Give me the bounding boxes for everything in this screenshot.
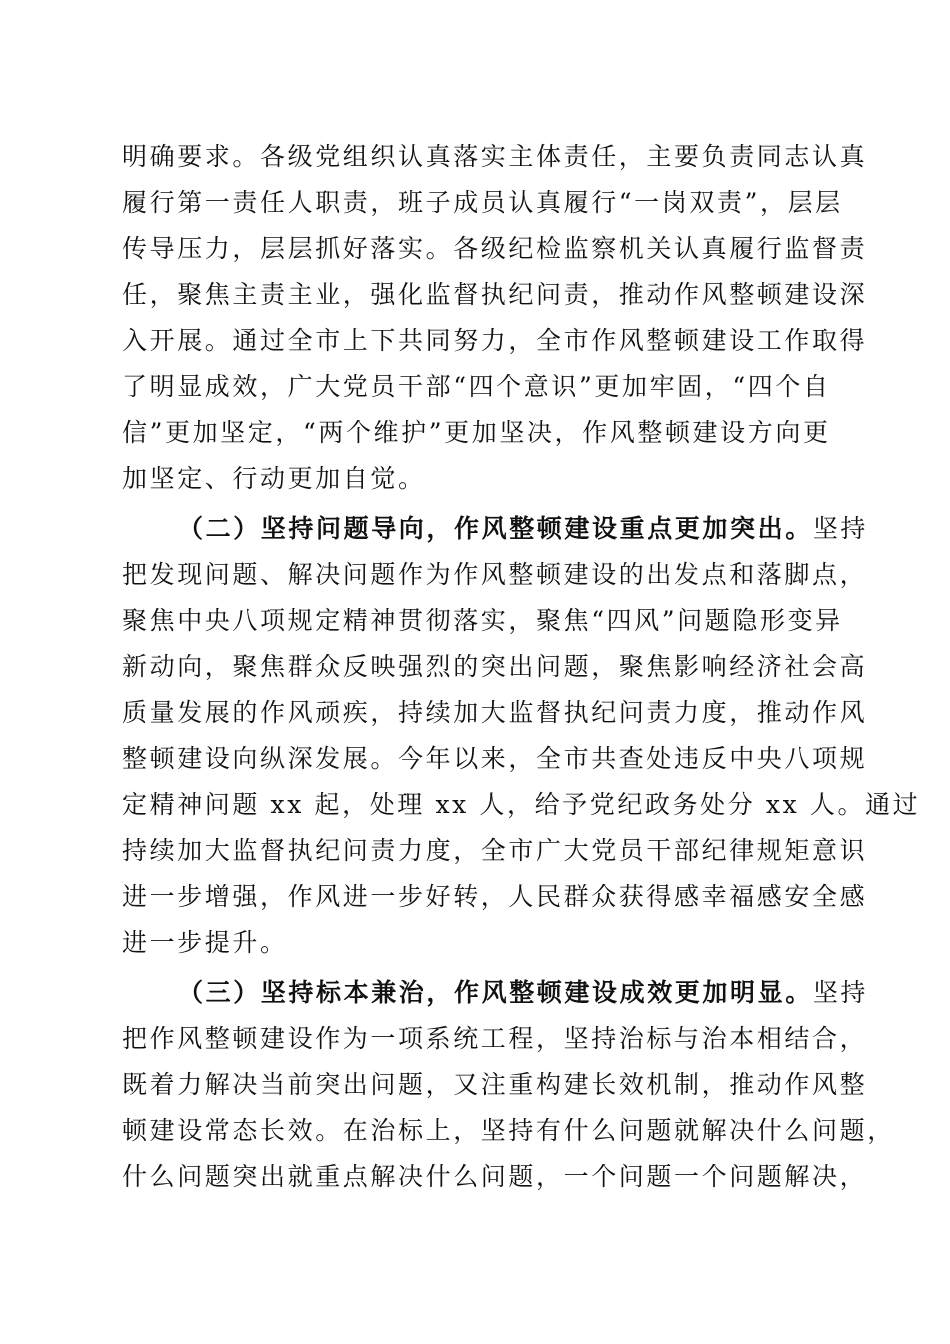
paragraph-line: 新动向，聚焦群众反映强烈的突出问题，聚焦影响经济社会高 — [122, 652, 868, 681]
paragraph-line: 任，聚焦主责主业，强化监督执纪问责，推动作风整顿建设深 — [122, 280, 868, 309]
paragraph-line: 把发现问题、解决问题作为作风整顿建设的出发点和落脚点， — [122, 560, 868, 589]
section-heading: （三）坚持标本兼治，作风整顿建设成效更加明显。 — [178, 978, 813, 1007]
paragraph-line: 传导压力，层层抓好落实。各级纪检监察机关认真履行监督责 — [122, 234, 868, 263]
heading-continuation: 坚持 — [812, 978, 869, 1007]
paragraph-line: 既着力解决当前突出问题，又注重构建长效机制，推动作风整 — [122, 1070, 868, 1099]
paragraph-line: 进一步增强，作风进一步好转，人民群众获得感幸福感安全感 — [122, 882, 868, 911]
paragraph-3 — [122, 970, 895, 1200]
paragraph-line: 聚焦中央八项规定精神贯彻落实，聚焦“四风”问题隐形变异 — [122, 606, 843, 635]
section-heading: （二）坚持问题导向，作风整顿建设重点更加突出。 — [178, 514, 813, 543]
paragraph-first-line — [122, 970, 869, 1016]
paragraph-line: 顿建设常态长效。在治标上，坚持有什么问题就解决什么问题， — [122, 1116, 895, 1145]
paragraph-line: 什么问题突出就重点解决什么问题，一个问题一个问题解决， — [122, 1162, 868, 1191]
paragraph-line: 信”更加坚定，“两个维护”更加坚决，作风整顿建设方向更 — [122, 418, 831, 447]
paragraph-first-line — [122, 506, 869, 552]
paragraph-line: 把作风整顿建设作为一项系统工程，坚持治标与治本相结合， — [122, 1024, 868, 1053]
heading-continuation: 坚持 — [812, 514, 869, 543]
paragraph-line: 持续加大监督执纪问责力度，全市广大党员干部纪律规矩意识 — [122, 836, 868, 865]
paragraph-line: 进一步提升。 — [122, 928, 288, 957]
paragraph-line: 质量发展的作风顽疾，持续加大监督执纪问责力度，推动作风 — [122, 698, 868, 727]
document-page — [122, 134, 921, 1200]
paragraph-line: 履行第一责任人职责，班子成员认真履行“一岗双责”，层层 — [122, 188, 843, 217]
paragraph-line: 加坚定、行动更加自觉。 — [122, 464, 426, 493]
paragraph-line: 整顿建设向纵深发展。今年以来，全市共查处违反中央八项规 — [122, 744, 868, 773]
paragraph-line: 入开展。通过全市上下共同努力，全市作风整顿建设工作取得 — [122, 326, 868, 355]
paragraph-2 — [122, 506, 921, 966]
paragraph-line: 了明显成效，广大党员干部“四个意识”更加牢固，“四个自 — [122, 372, 831, 401]
paragraph-line: 定精神问题 xx 起，处理 xx 人，给予党纪政务处分 xx 人。通过 — [122, 790, 921, 819]
paragraph-1 — [122, 134, 868, 502]
paragraph-line: 明确要求。各级党组织认真落实主体责任，主要负责同志认真 — [122, 142, 868, 171]
